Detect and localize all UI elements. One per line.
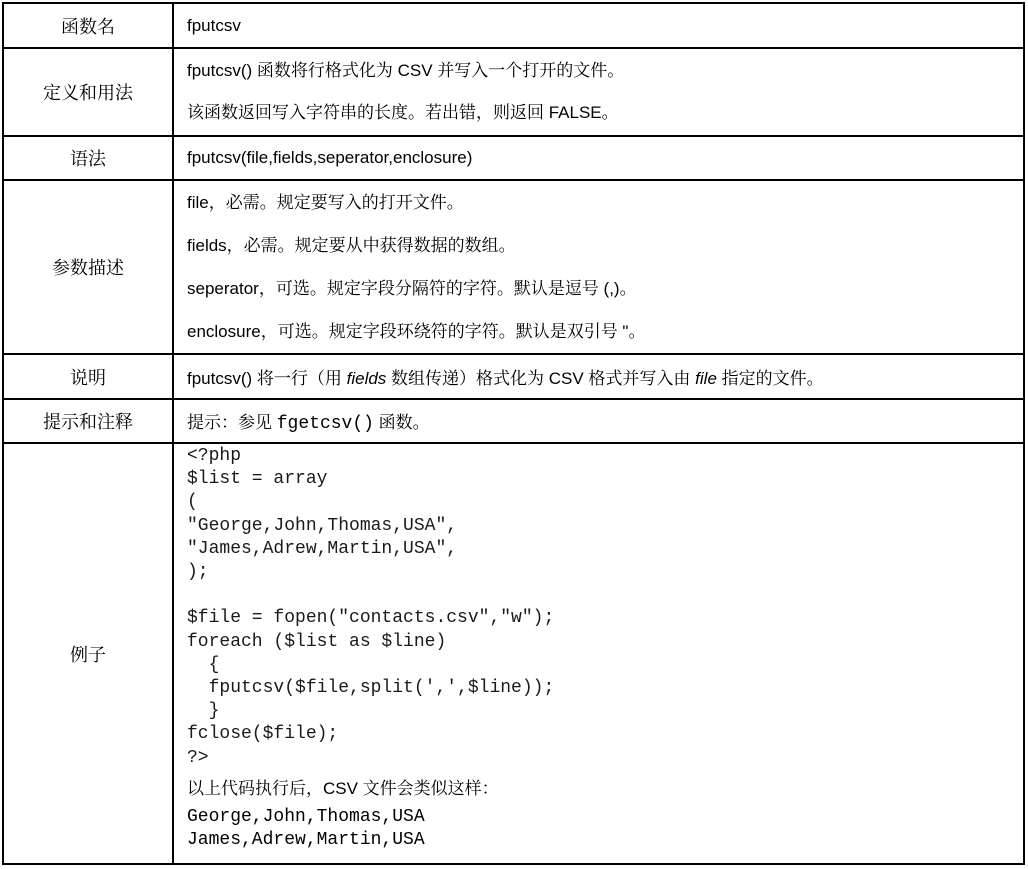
param-item: seperator，可选。规定字段分隔符的字符。默认是逗号 (,)。 [187,279,637,298]
tips-suffix: 函数。 [373,413,430,432]
fgetcsv-link: fgetcsv() [276,414,374,434]
table-row-tips [3,399,1024,443]
description-text: fputcsv() 将一行（用 [187,369,347,388]
description-content [173,354,1024,399]
row-label: 说明 [3,354,173,399]
row-label: 语法 [3,136,173,180]
definition-line: 该函数返回写入字符串的长度。若出错，则返回 FALSE。 [187,103,619,122]
row-label: 提示和注释 [3,399,173,443]
table-row-example [3,443,1024,864]
fields-term: fields [346,369,387,388]
table-row-definition [3,48,1024,136]
tips-content [173,399,1024,443]
param-item: file，必需。规定要写入的打开文件。 [187,193,464,212]
row-label: 函数名 [3,3,173,48]
function-doc-table [2,2,1025,865]
file-term: file [695,369,717,388]
definition-line: fputcsv() 函数将行格式化为 CSV 并写入一个打开的文件。 [187,61,625,80]
param-item: enclosure，可选。规定字段环绕符的字符。默认是双引号 "。 [187,322,646,341]
row-label: 定义和用法 [3,48,173,136]
example-result-text: 以上代码执行后，CSV 文件会类似这样： [187,778,499,798]
description-text: 数组传递）格式化为 CSV 格式并写入由 [386,369,696,388]
code-block: <?php $list = array ( "George,John,Thomas,USA", "James,Adrew,Martin,USA", ); $file = fopen("contacts.csv","w"); foreach ($list as $line) { fputcsv($file,split(',',$line)); } fclose($file); ?> [187,446,555,768]
output-block: George,John,Thomas,USA James,Adrew,Martin,USA [187,806,425,850]
function-name-value: fputcsv [173,3,1024,48]
table-row-syntax [3,136,1024,180]
row-label: 例子 [3,443,173,864]
tips-prefix: 提示：参见 [187,413,277,432]
param-item: fields，必需。规定要从中获得数据的数组。 [187,236,516,255]
table-row-function-name [3,3,1024,48]
example-content [173,443,1024,864]
table-row-description [3,354,1024,399]
definition-content [173,48,1024,136]
table-row-params [3,180,1024,354]
row-label: 参数描述 [3,180,173,354]
description-text: 指定的文件。 [716,369,824,388]
syntax-value: fputcsv(file,fields,seperator,enclosure) [173,136,1024,180]
params-content [173,180,1024,354]
